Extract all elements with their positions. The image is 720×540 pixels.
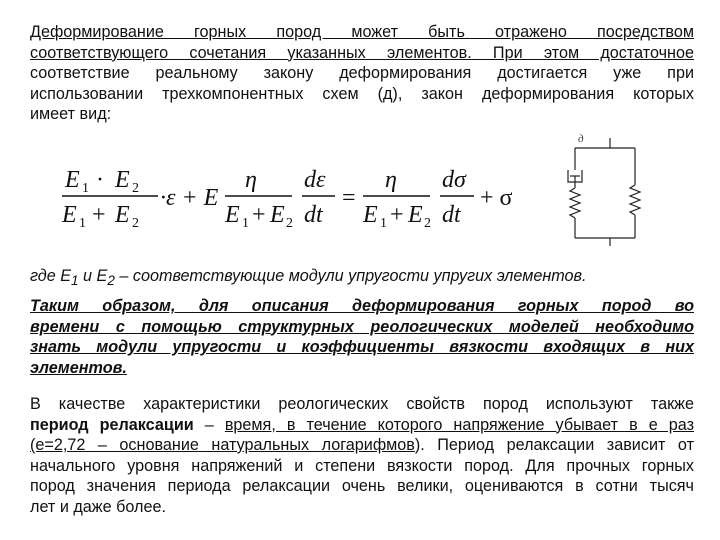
paragraph-intro <box>30 22 694 125</box>
relaxation-line-2 <box>30 415 694 436</box>
formula-d-eps: dε <box>304 167 326 193</box>
conclusion-line-4: элементов. <box>30 358 127 377</box>
relaxation-line-3 <box>30 435 694 456</box>
formula-num-e2: E <box>115 167 130 193</box>
formula-den3-e1: E <box>363 202 378 228</box>
where-text: где E <box>30 267 72 285</box>
formula-num-e2-sub: 2 <box>132 181 139 196</box>
relaxation-e-note: (е=2,72 – основание натуральных логарифмов <box>30 436 415 454</box>
formula-dt-2: dt <box>442 202 461 228</box>
formula-plus-sigma: + σ <box>480 185 513 211</box>
conclusion-line-3: знать модули упругости и коэффициенты вязкости входящих в них <box>30 338 694 356</box>
relaxation-line-1: В качестве характеристики реологических свойств пород используют также <box>30 395 694 413</box>
formula-den3-e2: E <box>408 202 423 228</box>
conclusion-line-2: времени с помощью структурных реологических моделей необходимо <box>30 317 694 336</box>
formula-equals: = <box>342 185 356 211</box>
intro-line-2 <box>30 43 694 64</box>
formula-eta-2: η <box>385 167 397 193</box>
formula-den2-e2: E <box>270 202 285 228</box>
formula-eta-1: η <box>245 167 257 193</box>
formula-den2-e2-sub: 2 <box>286 216 293 230</box>
formula-num-e1: E <box>65 167 80 193</box>
schema-left-spring <box>570 188 580 218</box>
formula-num-e1-sub: 1 <box>82 181 89 196</box>
intro-line-3: соответствие реальному закону деформирования достигается уже при <box>30 64 694 82</box>
where-rest: – соответствующие модули упругости упругих элементов. <box>114 267 587 285</box>
formula-den3-e2-sub: 2 <box>424 216 431 230</box>
rheological-model-diagram <box>560 130 650 250</box>
paragraph-where <box>30 266 694 292</box>
relaxation-line-5: пород значения периода релаксации очень велики, оцениваются в сотни тысяч <box>30 477 694 495</box>
relaxation-line-6: лет и даже более. <box>30 497 167 516</box>
formula-den2-e1-sub: 1 <box>242 216 249 230</box>
schema-right-spring <box>630 185 640 215</box>
intro-line-1: Деформирование горных пород может быть отражено посредством <box>30 23 694 41</box>
conclusion-line-1: Таким образом, для описания деформирования горных пород во <box>30 297 694 315</box>
intro-line-4: использовании трехкомпонентных схем (д), закон деформирования которых <box>30 84 694 103</box>
relaxation-term: период релаксации <box>30 415 194 434</box>
where-sub-2: 2 <box>107 273 115 289</box>
formula-den-e2-sub: 2 <box>132 216 139 230</box>
where-sub-1: 1 <box>71 273 79 289</box>
schema-label: д <box>578 133 584 145</box>
formula-d-sigma: dσ <box>442 167 466 193</box>
deformation-law-formula <box>60 160 530 230</box>
formula-den-e1: E <box>62 202 77 228</box>
formula-num-dot: · <box>96 167 104 193</box>
formula-eps-term: ·ε + E <box>160 185 219 211</box>
paragraph-conclusion <box>30 296 694 378</box>
formula-den2-e1: E <box>225 202 240 228</box>
relaxation-line-4: начального уровня напряжений и степени вязкости пород. Для прочных горных <box>30 456 694 475</box>
formula-den3-plus: + <box>390 202 404 228</box>
relaxation-dash: – <box>193 415 225 434</box>
intro-line-5: имеет вид: <box>30 105 112 123</box>
relaxation-definition: время, в течение которого напряжение убывает в е раз <box>224 415 694 434</box>
where-and: и E <box>78 267 108 285</box>
formula-den2-plus: + <box>252 202 266 228</box>
relaxation-line-3-rest: ). Период релаксации зависит от <box>414 436 694 454</box>
where-line <box>30 266 694 292</box>
formula-den3-e1-sub: 1 <box>380 216 387 230</box>
paragraph-relaxation <box>30 394 694 517</box>
formula-den-plus: + <box>92 202 106 228</box>
formula-den-e2: E <box>115 202 130 228</box>
formula-den-e1-sub: 1 <box>79 216 86 230</box>
intro-line-2-text: соответствующего сочетания указанных элементов. При этом достаточное <box>30 43 694 62</box>
formula-dt-1: dt <box>304 202 323 228</box>
